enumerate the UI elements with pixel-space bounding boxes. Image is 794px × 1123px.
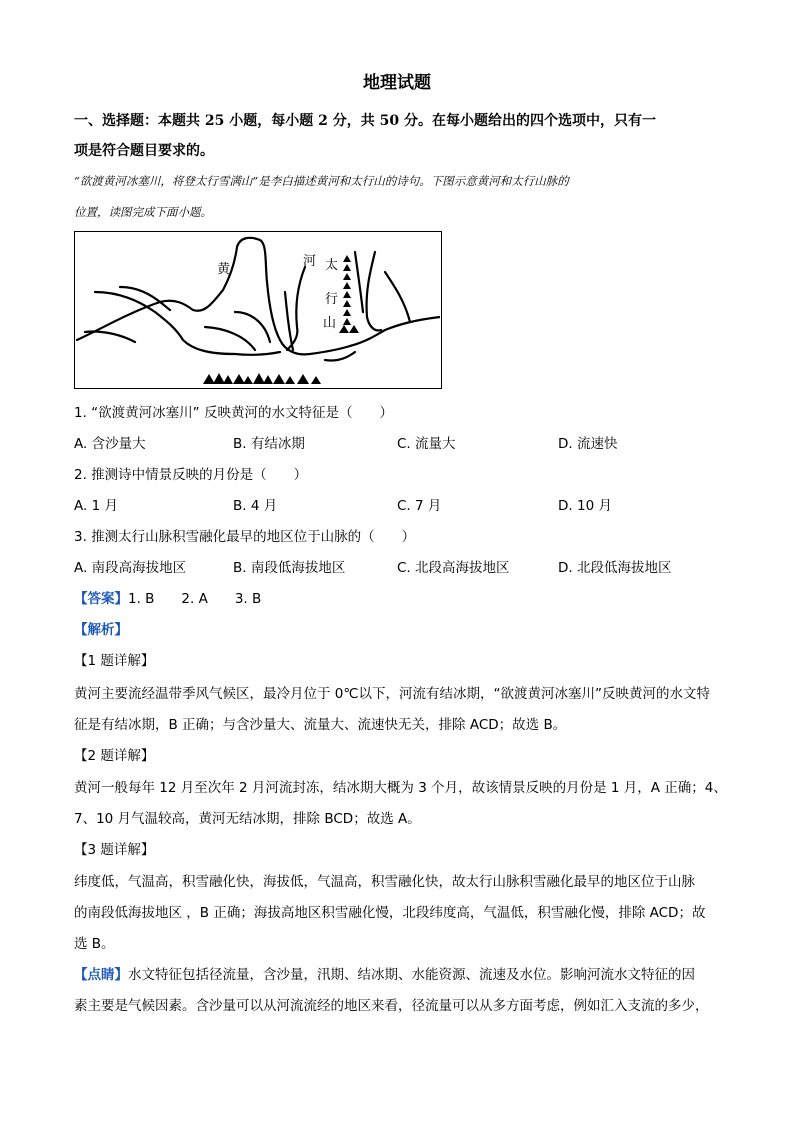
analysis-tag: 【解析】 bbox=[74, 622, 128, 638]
dianjing-text1: 水文特征包括径流量，含沙量，汛期、结冰期、水能资源、流速及水位。影响河流水文特征的因 bbox=[128, 967, 695, 983]
detail-2-tag: 【2 题详解】 bbox=[74, 748, 155, 764]
detail-1-line1: 黄河主要流经温带季风气候区，最冷月位于 0℃以下，河流有结冰期，“欲渡黄河冰塞川”反映黄河的水文特 bbox=[74, 686, 711, 702]
q3-option-a[interactable]: A. 南段高海拔地区 bbox=[74, 560, 187, 576]
page-title: 地理试题 bbox=[363, 73, 431, 93]
east-tributary3 bbox=[355, 252, 363, 312]
answer-text: 1. B 2. A 3. B bbox=[128, 591, 262, 607]
detail-1-tag: 【1 题详解】 bbox=[74, 653, 155, 669]
answer-line bbox=[74, 587, 261, 607]
dianjing-line2: 素主要是气候因素。含沙量可以从河流流经的地区来看，径流量可以从多方面考虑，例如汇入支流的多少， bbox=[74, 998, 709, 1014]
detail-3-line2: 的南段低海拔地区 ，B 正确；海拔高地区积雪融化慢，北段纬度高，气温低，积雪融化慢，排除 ACD；故 bbox=[74, 905, 706, 921]
map-label-he: 河 bbox=[303, 254, 317, 269]
question-3-stem: 3. 推测太行山脉积雪融化最早的地区位于山脉的（ ） bbox=[74, 529, 416, 545]
dianjing-line1 bbox=[74, 963, 695, 983]
detail-3-tag: 【3 题详解】 bbox=[74, 842, 155, 858]
tributary-south bbox=[205, 327, 255, 350]
luo-river bbox=[325, 352, 355, 361]
map-drawing bbox=[75, 232, 440, 387]
question-2-stem: 2. 推测诗中情景反映的月份是（ ） bbox=[74, 467, 308, 483]
map-label-huang: 黄 bbox=[217, 262, 231, 277]
detail-3-line1: 纬度低，气温高，积雪融化快，海拔低，气温高，积雪融化快，故太行山脉积雪融化最早的地区位于山脉 bbox=[74, 874, 695, 890]
q2-option-c[interactable]: C. 7 月 bbox=[397, 498, 442, 514]
map-label-xing: 行 bbox=[325, 292, 339, 307]
map-label-tai: 太 bbox=[325, 258, 339, 273]
detail-3-line3: 选 B。 bbox=[74, 936, 115, 952]
section-heading-line1: 一、选择题：本题共 25 小题，每小题 2 分，共 50 分。在每小题给出的四个选项中，只有一 bbox=[74, 113, 656, 129]
q2-option-a[interactable]: A. 1 月 bbox=[74, 498, 118, 514]
q2-option-d[interactable]: D. 10 月 bbox=[558, 498, 612, 514]
tributary-mid1 bbox=[285, 292, 293, 350]
answer-tag: 【答案】 bbox=[74, 591, 128, 607]
q1-option-b[interactable]: B. 有结冰期 bbox=[233, 436, 305, 452]
section-heading-line2: 项是符合题目要求的。 bbox=[74, 143, 214, 159]
qinling-mountain-symbols bbox=[203, 373, 321, 384]
intro-line1: “欲渡黄河冰塞川，将登太行雪满山”是李白描述黄河和太行山的诗句。下图示意黄河和太行山脉的 bbox=[74, 174, 569, 188]
q3-option-c[interactable]: C. 北段高海拔地区 bbox=[397, 560, 510, 576]
q3-option-b[interactable]: B. 南段低海拔地区 bbox=[233, 560, 346, 576]
q2-option-b[interactable]: B. 4 月 bbox=[233, 498, 278, 514]
map-label-shan: 山 bbox=[323, 316, 337, 331]
detail-1-line2: 征是有结冰期，B 正确；与含沙量大、流量大、流速快无关，排除 ACD；故选 B。 bbox=[74, 717, 567, 733]
q1-option-d[interactable]: D. 流速快 bbox=[558, 436, 618, 452]
east-tributary1 bbox=[367, 252, 381, 330]
dianjing-tag: 【点睛】 bbox=[74, 967, 128, 983]
yellow-river-taihang-map bbox=[74, 231, 442, 389]
analysis-line bbox=[74, 618, 128, 638]
q1-option-a[interactable]: A. 含沙量大 bbox=[74, 436, 146, 452]
question-1-stem: 1. “欲渡黄河冰塞川” 反映黄河的水文特征是（ ） bbox=[74, 405, 393, 421]
east-tributary2 bbox=[385, 272, 410, 322]
q1-option-c[interactable]: C. 流量大 bbox=[397, 436, 456, 452]
intro-line2: 位置，读图完成下面小题。 bbox=[74, 205, 212, 219]
q3-option-d[interactable]: D. 北段低海拔地区 bbox=[558, 560, 672, 576]
detail-2-line1: 黄河一般每年 12 月至次年 2 月河流封冻，结冰期大概为 3 个月，故该情景反映的月份是 1 月，A 正确；4、 bbox=[74, 780, 727, 796]
detail-2-line2: 7、10 月气温较高，黄河无结冰期，排除 BCD；故选 A。 bbox=[74, 811, 421, 827]
